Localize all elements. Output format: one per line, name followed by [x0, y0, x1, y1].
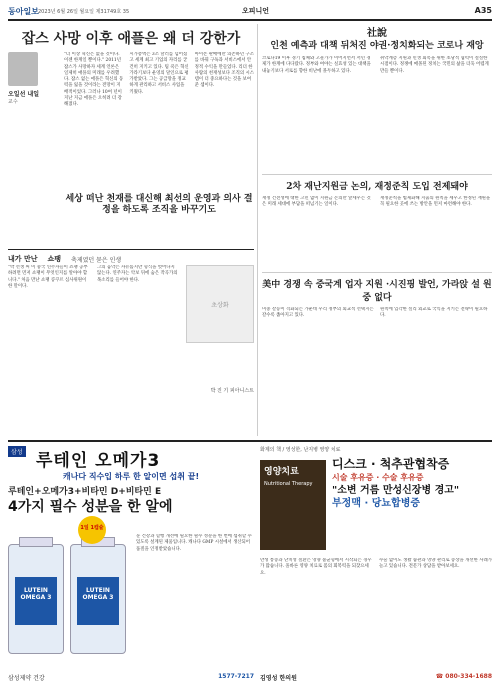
author-name: 오일선 내일 — [8, 91, 40, 98]
page-header — [8, 6, 492, 18]
editorial-3-body — [262, 307, 492, 377]
pull-quote: 세상 떠난 천재를 대신해 최선의 운영과 의사 결정을 하도록 조직을 바꾸기도 — [65, 194, 253, 215]
ad-product-title: 루테인 오메가3 — [36, 451, 161, 471]
book-title: 영양치료 — [264, 467, 299, 477]
editorial-2-body — [262, 196, 492, 266]
editorial-2-col-1: 재정 건전성에 대한 고민 없이 지원금 논의만 앞세우는 것은 미래 세대에 부담을 떠넘기는 일이다. — [262, 196, 371, 208]
editorial-2-col-2: 재정준칙을 법제화해 지출의 원칙을 세우고 한정된 재원을 꼭 필요한 곳에 쓰는 방안을 먼저 마련해야 한다. — [380, 196, 491, 208]
article-col-2: 시가총액은 3조 달러를 넘어섰고 세계 최고 기업의 자리를 굳건히 지키고 있다. 팀 쿡은 혁신가라기보다 운영의 달인으로 평가받았다. 그는 공급망을 정교하게 관리하고 서비스 사업을 키웠다. — [129, 52, 189, 95]
portrait-illustration: 초상화 — [186, 265, 254, 343]
article-headline: 잡스 사망 이후 애플은 왜 더 강한가 — [21, 31, 241, 47]
author-role: 교수 — [8, 99, 18, 105]
essay-col-1: "박 선생 씨 이 중국 연주자들이 쇼팽 공부하려면 먼저 쇼팽이 무엇인지를 알아야 합니다." 처음 만난 쇼팽 콩쿠르 심사위원이 한 말이다. — [8, 265, 88, 289]
supplement-ad — [8, 446, 254, 686]
header-rule — [8, 19, 492, 21]
essay-series-label: 내가 만난 — [8, 255, 38, 263]
clinic-phone: ☎ 080-334-1688 — [435, 673, 492, 680]
editorial-1-col-1: 코로나19 이후 경기 침체와 고물가가 이어지면서 서민 경제가 한계에 다다랐다. 정부와 여야는 실효성 있는 대책을 내놓기보다 서로를 향한 비난에 몰두하고 있다. — [262, 56, 371, 74]
advertisement-area — [8, 440, 492, 685]
article-col-1: "더 이상 혁신은 없을 것이다. 이젠 한계일 뿐이다." 2011년 잡스가 사망하자 세계 언론은 일제히 애플의 미래를 우려했다. 잡스 없는 애플은 혁신의 동력을 잃을 것이라는 전망이 지배적이었다. 그러나 10여 년이 지난 지금 애플은 오히려 더 강해졌다. — [64, 52, 124, 108]
editorial-2-headline: 2차 재난지원금 논의, 재정준칙 도입 전제돼야 — [262, 174, 492, 192]
clinic-headline-2: 시술 후유증 · 수술 후유증 — [332, 473, 424, 482]
bottle-image — [70, 544, 126, 654]
clinic-ad-topline: 화제의 책 / 영성한, 난지병 영양 치료 — [260, 447, 341, 453]
editorial-1-body — [262, 56, 492, 168]
clinic-col-1: 만성 통증과 난치성 질환은 영양 불균형에서 시작되는 경우가 많습니다. 올바른 영양 치료로 몸의 회복력을 되찾으세요. — [260, 558, 372, 576]
clinic-ad-headline — [332, 458, 492, 510]
section-name: 오피니언 — [242, 7, 270, 15]
essay-section — [8, 249, 254, 394]
bottle-label: LUTEIN OMEGA 3 — [77, 577, 119, 625]
ad-company: 삼성제약 건강 — [8, 675, 45, 682]
editorial-label: 社說 — [367, 28, 387, 39]
clinic-headline-1: 디스크 · 척추관협착증 — [332, 457, 450, 471]
clinic-headline-3: "소변 거름 만성신장병 경고" — [332, 485, 460, 496]
column-editorials — [262, 24, 492, 436]
book-cover — [260, 460, 326, 550]
editorial-3-col-2: 원칙에 입각한 실리 외교로 국익을 지키는 전략이 필요하다. — [380, 307, 488, 319]
essay-title: 축제였던 묻은 인생 — [71, 256, 122, 264]
ad-footer — [8, 673, 254, 682]
bottle-cap — [19, 537, 53, 547]
editorial-3-headline: 美中 경쟁 속 중국계 업자 지원 ·시진핑 발언, 가라앉 설 원 중 없다 — [262, 272, 492, 303]
clinic-col-2: 수술 없이도 생활 습관과 영양 관리로 증상을 개선한 사례가 늘고 있습니다. 전문가 상담을 받아보세요. — [379, 558, 492, 570]
book-subtitle: Nutritional Therapy — [264, 481, 313, 487]
essay-subject: 쇼팽 — [47, 255, 62, 263]
ad-subtitle: 캐나다 직수입 하루 한 알이면 섭취 끝! — [62, 472, 200, 481]
author-photo — [8, 52, 38, 86]
ad-ingredients: 루테인+오메가3+비타민 D+비타민 E — [8, 487, 162, 497]
editorial-3-col-1: 미중 갈등이 격화되는 가운데 우리 정부의 외교적 선택지는 갈수록 좁아지고 있다. — [262, 307, 374, 319]
ad-brand: 삼성 — [8, 446, 26, 457]
article-body — [64, 52, 254, 202]
ad-phone: 1577-7217 — [218, 673, 254, 680]
clinic-name: 김영성 한의원 — [260, 675, 297, 682]
column-divider — [257, 24, 258, 436]
clinic-ad-body — [260, 558, 492, 658]
essay-col-2: 그의 음악은 자유롭지만 형식을 벗어나지 않는다. 연주자는 악보 뒤에 숨은 작곡가의 목소리를 들어야 한다. — [97, 265, 178, 283]
author-box — [8, 52, 58, 105]
newspaper-logo: 동아일보 — [8, 7, 39, 16]
essay-byline: 박 진 기 피아니스트 — [210, 388, 254, 394]
essay-body — [8, 265, 180, 435]
clinic-headline-4: 부정맥 · 당뇨합병증 — [332, 498, 421, 509]
bottle-label: LUTEIN OMEGA 3 — [15, 577, 57, 625]
page-number: A35 — [474, 6, 492, 15]
editorial-1-col-2: 취약계층 지원과 민생 회복을 위한 초당적 협력이 절실한 시점이다. 정쟁에 매몰된 정치는 국민의 삶을 더욱 어렵게 만들 뿐이다. — [380, 56, 489, 74]
clinic-ad — [260, 446, 492, 686]
product-bottles — [8, 534, 132, 654]
ad-tagline: 4가지 필수 성분을 한 알에 — [8, 499, 173, 515]
ad-description: 눈 건강과 혈행 개선에 필요한 필수 성분을 한 번에 섭취할 수 있도록 설계된 제품입니다. 캐나다 GMP 시설에서 생산되어 품질을 인정받았습니다. — [136, 534, 252, 552]
issue-date: 2023년 6월 26일 월요일 제31749호 35 — [38, 9, 130, 15]
editorial-1-headline: 인천 예측과 대책 뒤처진 야권·정치화되는 코로나 재앙 — [270, 41, 484, 51]
bottle-image — [8, 544, 64, 654]
column-article — [8, 24, 254, 436]
article-col-3: 아이폰 판매에만 의존하던 구조를 바꿔 구독과 서비스에서 안정적 수익을 만들었다. 리더 한 사람의 천재성보다 조직의 시스템이 더 중요하다는 것을 보여준 셈이다. — [194, 52, 254, 89]
dosage-badge: 1일 1캡슐 — [78, 516, 106, 544]
clinic-ad-footer — [260, 673, 492, 682]
essay-header — [8, 249, 254, 264]
